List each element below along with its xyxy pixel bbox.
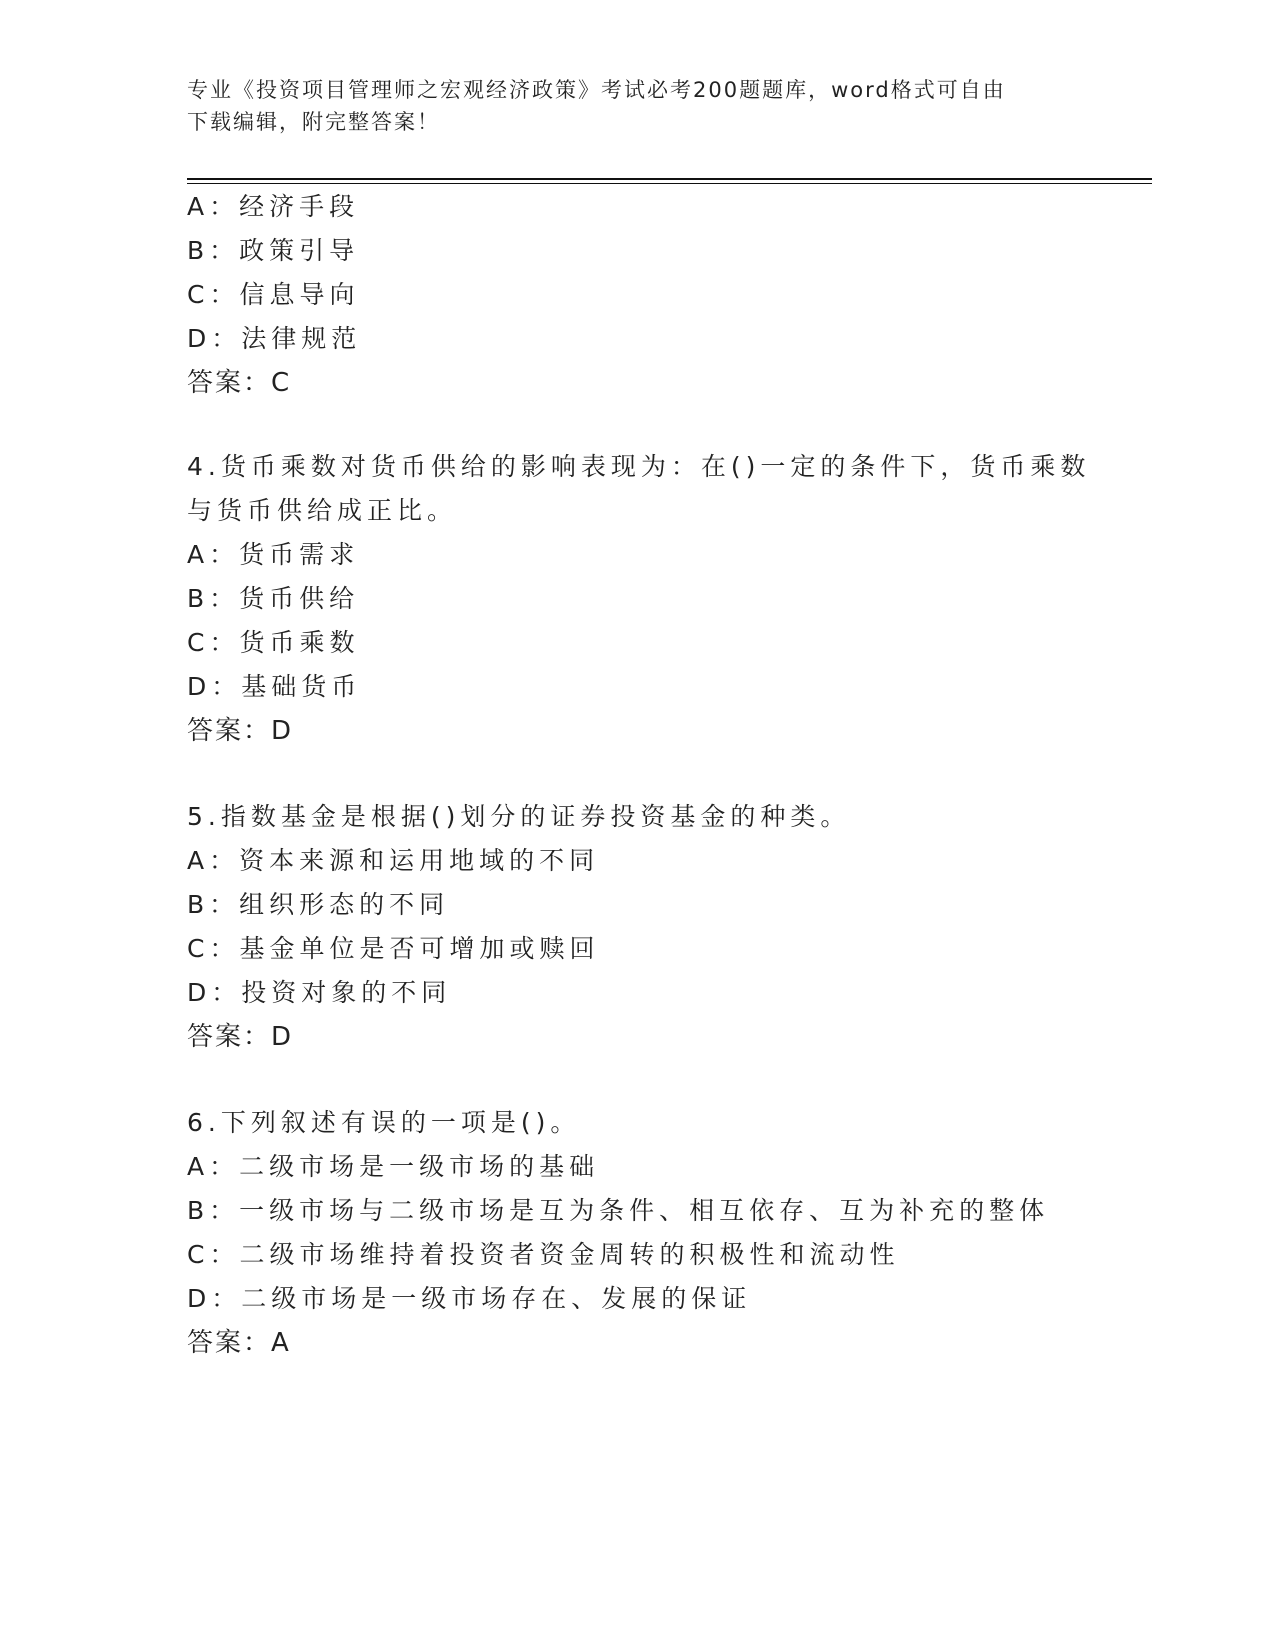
question-6-stem-line-1: 6.下列叙述有误的一项是()。 [187, 1108, 581, 1137]
question-5-option-a: A：资本来源和运用地域的不同 [187, 846, 600, 875]
question-4-stem-line-2: 与货币供给成正比。 [187, 496, 458, 525]
question-4-option-a: A：货币需求 [187, 540, 360, 569]
question-5-option-b: B：组织形态的不同 [187, 890, 450, 919]
question-5-answer: 答案：D [187, 1022, 294, 1052]
option-d: D：法律规范 [187, 324, 362, 353]
question-6-option-a: A：二级市场是一级市场的基础 [187, 1152, 600, 1181]
header-divider-thin [187, 183, 1152, 184]
question-4-option-d: D：基础货币 [187, 672, 362, 701]
question-6-option-c: C：二级市场维持着投资者资金周转的积极性和流动性 [187, 1240, 900, 1269]
question-4-option-b: B：货币供给 [187, 584, 360, 613]
option-c: C：信息导向 [187, 280, 360, 309]
question-5-option-c: C：基金单位是否可增加或赎回 [187, 934, 600, 963]
question-6-option-d: D：二级市场是一级市场存在、发展的保证 [187, 1284, 752, 1313]
question-5-stem-line-1: 5.指数基金是根据()划分的证券投资基金的种类。 [187, 802, 851, 831]
question-4-answer: 答案：D [187, 716, 294, 746]
header-divider-thick [187, 178, 1152, 180]
option-a: A：经济手段 [187, 192, 360, 221]
header-title-line-1: 专业《投资项目管理师之宏观经济政策》考试必考200题题库，word格式可自由 [187, 78, 1006, 102]
question-4-option-c: C：货币乘数 [187, 628, 360, 657]
document-header [187, 74, 1087, 138]
option-b: B：政策引导 [187, 236, 360, 265]
question-6-option-b: B：一级市场与二级市场是互为条件、相互依存、互为补充的整体 [187, 1196, 1050, 1225]
question-4-stem-line-1: 4.货币乘数对货币供给的影响表现为：在()一定的条件下，货币乘数 [187, 452, 1091, 481]
header-title-line-2: 下载编辑，附完整答案！ [187, 110, 440, 134]
question-5-option-d: D：投资对象的不同 [187, 978, 452, 1007]
answer-line: 答案：C [187, 368, 292, 398]
question-6-answer: 答案：A [187, 1328, 291, 1358]
